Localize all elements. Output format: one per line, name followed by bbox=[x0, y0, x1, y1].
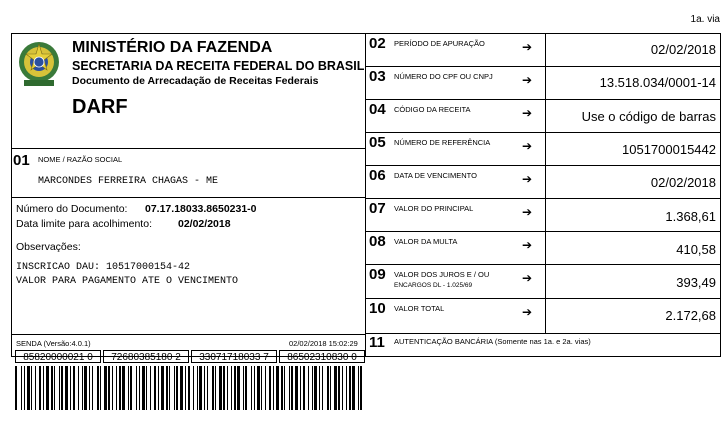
barcode-bar bbox=[46, 366, 49, 410]
barcode-bar bbox=[59, 366, 60, 410]
divider bbox=[365, 264, 721, 265]
barcode-bar bbox=[142, 366, 145, 410]
barcode-bar bbox=[327, 366, 329, 410]
barcode-number: 72680385180 2 bbox=[103, 350, 189, 363]
barcode-bar bbox=[89, 366, 90, 410]
barcode-bar bbox=[215, 366, 216, 410]
barcode-bar bbox=[289, 366, 290, 410]
divider bbox=[365, 231, 721, 232]
barcode-bar bbox=[281, 366, 283, 410]
field-label-revenue-code: CÓDIGO DA RECEITA bbox=[394, 105, 471, 114]
arrow-icon: ➔ bbox=[522, 271, 533, 285]
barcode-bar bbox=[188, 366, 190, 410]
barcode-bar bbox=[104, 366, 107, 410]
barcode-bar bbox=[100, 366, 101, 410]
field-value-total: 2.172,68 bbox=[665, 308, 716, 323]
value-column-divider bbox=[545, 33, 546, 333]
barcode-bar bbox=[254, 366, 255, 410]
field-number: 06 bbox=[369, 167, 386, 184]
form-name: DARF bbox=[72, 96, 128, 118]
barcode-bar bbox=[43, 366, 44, 410]
barcode bbox=[15, 366, 365, 410]
barcode-bar bbox=[269, 366, 271, 410]
field-number: 11 bbox=[369, 334, 385, 351]
divider bbox=[365, 165, 721, 166]
barcode-bar bbox=[158, 366, 159, 410]
barcode-bar bbox=[360, 366, 362, 410]
arrow-icon: ➔ bbox=[522, 305, 533, 319]
barcode-bar bbox=[308, 366, 309, 410]
barcode-bar bbox=[119, 366, 121, 410]
column-divider bbox=[365, 33, 366, 357]
taxpayer-name: MARCONDES FERREIRA CHAGAS - ME bbox=[38, 176, 219, 187]
barcode-bar bbox=[73, 366, 75, 410]
divider bbox=[365, 132, 721, 133]
barcode-bar bbox=[199, 366, 202, 410]
barcode-bar bbox=[174, 366, 175, 410]
barcode-bar bbox=[334, 366, 337, 410]
divider bbox=[11, 148, 365, 149]
deadline-date: 02/02/2018 bbox=[178, 218, 231, 230]
field-value-fine: 410,58 bbox=[676, 242, 716, 257]
barcode-bar bbox=[319, 366, 320, 410]
divider bbox=[365, 66, 721, 67]
barcode-bar bbox=[284, 366, 285, 410]
barcode-bar bbox=[154, 366, 156, 410]
barcode-bar bbox=[97, 366, 99, 410]
field-number: 05 bbox=[369, 134, 386, 151]
barcode-bar bbox=[251, 366, 252, 410]
field-number: 03 bbox=[369, 68, 386, 85]
field-label-interest-sub: ENCARGOS DL - 1.025/69 bbox=[394, 282, 473, 289]
barcode-bar bbox=[219, 366, 222, 410]
barcode-bar bbox=[273, 366, 274, 410]
field-number: 07 bbox=[369, 200, 386, 217]
doc-number-label: Número do Documento: bbox=[16, 203, 128, 215]
barcode-bar bbox=[161, 366, 164, 410]
observations-label: Observações: bbox=[16, 241, 81, 253]
field-number: 04 bbox=[369, 101, 386, 118]
barcode-bar bbox=[314, 366, 317, 410]
field-number: 10 bbox=[369, 300, 386, 317]
barcode-bar bbox=[139, 366, 140, 410]
deadline-label: Data limite para acolhimento: bbox=[16, 218, 152, 230]
field-value-principal: 1.368,61 bbox=[665, 209, 716, 224]
barcode-bar bbox=[342, 366, 343, 410]
divider bbox=[365, 99, 721, 100]
arrow-icon: ➔ bbox=[522, 40, 533, 54]
barcode-bar bbox=[84, 366, 87, 410]
barcode-bar bbox=[130, 366, 132, 410]
field-value-interest: 393,49 bbox=[676, 275, 716, 290]
barcode-bar bbox=[193, 366, 194, 410]
field-label-total: VALOR TOTAL bbox=[394, 304, 445, 313]
field-label-principal: VALOR DO PRINCIPAL bbox=[394, 204, 474, 213]
barcode-bar bbox=[245, 366, 247, 410]
barcode-bar bbox=[276, 366, 279, 410]
barcode-bar bbox=[223, 366, 225, 410]
barcode-bar bbox=[185, 366, 186, 410]
barcode-bar bbox=[122, 366, 125, 410]
arrow-icon: ➔ bbox=[522, 172, 533, 186]
barcode-bar bbox=[291, 366, 293, 410]
barcode-bar bbox=[136, 366, 137, 410]
bank-authentication-label: AUTENTICAÇÃO BANCÁRIA (Somente nas 1a. e 2a. vias) bbox=[394, 337, 591, 346]
observation-line: VALOR PARA PAGAMENTO ATE O VENCIMENTO bbox=[16, 276, 239, 287]
barcode-bar bbox=[227, 366, 228, 410]
field-value-reference: 1051700015442 bbox=[622, 142, 716, 157]
barcode-bar bbox=[169, 366, 170, 410]
field-value-revenue-code: Use o código de barras bbox=[581, 109, 716, 124]
barcode-number: 33071718033 7 bbox=[191, 350, 277, 363]
barcode-bar bbox=[231, 366, 232, 410]
barcode-bar bbox=[180, 366, 183, 410]
barcode-bar bbox=[234, 366, 236, 410]
field-label-reference: NÚMERO DE REFERÊNCIA bbox=[394, 138, 491, 147]
barcode-bar bbox=[257, 366, 260, 410]
barcode-bar bbox=[92, 366, 93, 410]
name-label: NOME / RAZÃO SOCIAL bbox=[38, 155, 123, 164]
arrow-icon: ➔ bbox=[522, 106, 533, 120]
barcode-bar bbox=[300, 366, 301, 410]
barcode-bar bbox=[352, 366, 355, 410]
barcode-bar bbox=[146, 366, 147, 410]
barcode-bar bbox=[330, 366, 331, 410]
field-number: 09 bbox=[369, 266, 386, 283]
divider bbox=[365, 298, 721, 299]
barcode-bar bbox=[15, 366, 17, 410]
field-number: 08 bbox=[369, 233, 386, 250]
barcode-bar bbox=[197, 366, 198, 410]
barcode-bar bbox=[166, 366, 168, 410]
barcode-bar bbox=[54, 366, 55, 410]
barcode-bar bbox=[261, 366, 262, 410]
barcode-bar bbox=[112, 366, 113, 410]
barcode-bar bbox=[82, 366, 83, 410]
barcode-bar bbox=[108, 366, 110, 410]
barcode-bar bbox=[312, 366, 313, 410]
system-version: SENDA (Versão:4.0.1) bbox=[16, 339, 91, 348]
barcode-bar bbox=[207, 366, 208, 410]
print-timestamp: 02/02/2018 15:02:29 bbox=[289, 339, 358, 348]
barcode-bar bbox=[65, 366, 68, 410]
document-type: Documento de Arrecadação de Receitas Federais bbox=[72, 75, 319, 87]
barcode-bar bbox=[21, 366, 22, 410]
barcode-bar bbox=[150, 366, 151, 410]
barcode-number: 86502310830 0 bbox=[279, 350, 365, 363]
barcode-number: 85820000021 0 bbox=[15, 350, 101, 363]
barcode-bar bbox=[322, 366, 323, 410]
barcode-bar bbox=[303, 366, 305, 410]
secretariat-title: SECRETARIA DA RECEITA FEDERAL DO BRASIL bbox=[72, 59, 365, 73]
barcode-bar bbox=[31, 366, 32, 410]
barcode-bar bbox=[204, 366, 205, 410]
barcode-bar bbox=[24, 366, 25, 410]
divider bbox=[11, 197, 365, 198]
field-value-period: 02/02/2018 bbox=[650, 42, 716, 57]
arrow-icon: ➔ bbox=[522, 205, 533, 219]
barcode-bar bbox=[116, 366, 117, 410]
doc-number: 07.17.18033.8650231-0 bbox=[145, 203, 257, 215]
barcode-bar bbox=[346, 366, 347, 410]
field-value-due-date: 02/02/2018 bbox=[650, 175, 716, 190]
arrow-icon: ➔ bbox=[522, 139, 533, 153]
field-label-interest: VALOR DOS JUROS E / OU bbox=[394, 270, 490, 279]
barcode-bar bbox=[237, 366, 240, 410]
barcode-bar bbox=[265, 366, 266, 410]
barcode-bar bbox=[243, 366, 244, 410]
barcode-bar bbox=[176, 366, 178, 410]
barcode-bar bbox=[61, 366, 63, 410]
barcode-bar bbox=[51, 366, 53, 410]
divider bbox=[365, 333, 721, 334]
barcode-bar bbox=[295, 366, 298, 410]
field-label-fine: VALOR DA MULTA bbox=[394, 237, 458, 246]
coat-of-arms-icon bbox=[16, 40, 62, 90]
divider bbox=[365, 198, 721, 199]
barcode-bar bbox=[39, 366, 41, 410]
arrow-icon: ➔ bbox=[522, 73, 533, 87]
field-label-cnpj: NÚMERO DO CPF OU CNPJ bbox=[394, 72, 493, 81]
barcode-bar bbox=[78, 366, 79, 410]
field-value-cnpj: 13.518.034/0001-14 bbox=[599, 75, 716, 90]
field-label-period: PERÍODO DE APURAÇÃO bbox=[394, 39, 485, 48]
ministry-title: MINISTÉRIO DA FAZENDA bbox=[72, 39, 273, 56]
arrow-icon: ➔ bbox=[522, 238, 533, 252]
barcode-bar bbox=[212, 366, 214, 410]
barcode-bar bbox=[35, 366, 36, 410]
barcode-bar bbox=[338, 366, 340, 410]
barcode-bar bbox=[349, 366, 351, 410]
field-number: 01 bbox=[13, 152, 30, 169]
barcode-bar bbox=[358, 366, 359, 410]
divider bbox=[11, 334, 365, 335]
field-number: 02 bbox=[369, 35, 386, 52]
observation-line: INSCRICAO DAU: 10517000154-42 bbox=[16, 262, 191, 273]
barcode-bar bbox=[128, 366, 129, 410]
copy-indicator: 1a. via bbox=[690, 14, 720, 25]
barcode-bar bbox=[70, 366, 71, 410]
field-label-due-date: DATA DE VENCIMENTO bbox=[394, 171, 477, 180]
barcode-bar bbox=[27, 366, 30, 410]
